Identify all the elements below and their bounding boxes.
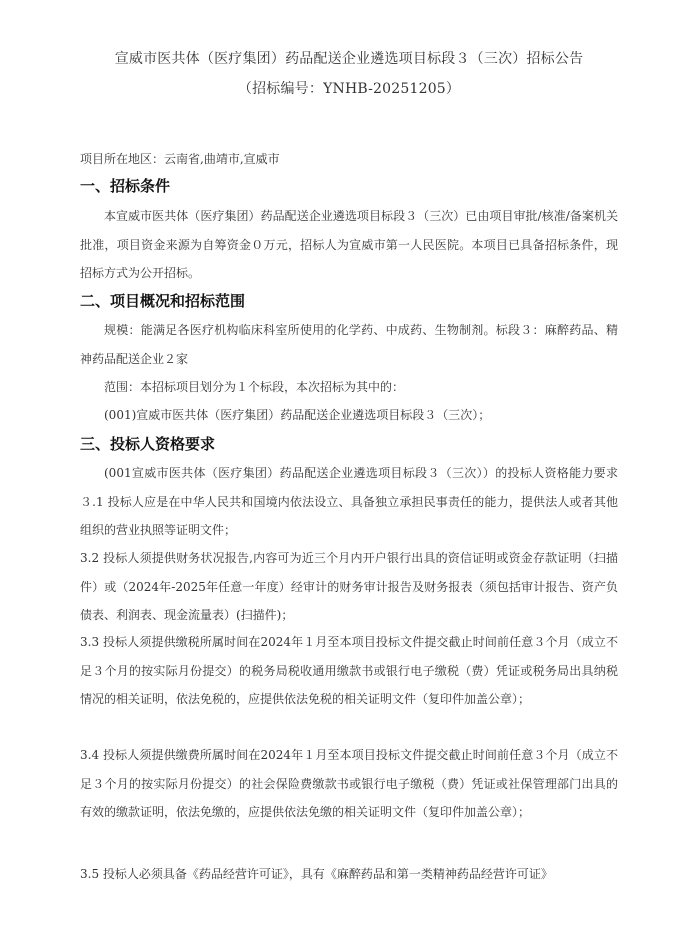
section-heading-2: 二、项目概况和招标范围 bbox=[80, 292, 246, 310]
qualification-3-5-paragraph: 3.5 投标人必须具备《药品经营许可证》，具有《麻醉药品和第一类精神药品经营许可证》 bbox=[80, 867, 553, 881]
qualification-3-4-paragraph: 3.4 投标人须提供缴费所属时间在2024年１月至本项目投标文件提交截止时间前任意３个月（成立不足３个月的按实际月份提交）的社会保险费缴款书或银行电子缴税（费）凭证或社保管理部门出具的有效的缴款证明，依法免缴的，应提供依法免缴的相关证明文件（复印件加盖公章）； bbox=[80, 748, 618, 820]
project-location: 项目所在地区：云南省,曲靖市,宣威市 bbox=[80, 152, 280, 166]
section-2-scale-paragraph: 规模：能满足各医疗机构临床科室所使用的化学药、中成药、生物制剂。标段３：麻醉药品、精神药品配送企业２家 bbox=[80, 323, 618, 366]
section-heading-3: 三、投标人资格要求 bbox=[80, 435, 216, 453]
section-1-paragraph: 本宣威市医共体（医疗集团）药品配送企业遴选项目标段３（三次）已由项目审批/核准/备案机关批准，项目资金来源为自筹资金０万元，招标人为宣威市第一人民医院。本项目已具备招标条件，现招标方式为公开招标。 bbox=[80, 209, 618, 281]
section-heading-1: 一、招标条件 bbox=[80, 177, 171, 195]
qualification-3-1-paragraph: (001宣威市医共体（医疗集团）药品配送企业遴选项目标段３（三次））的投标人资格能力要求３.1 投标人应是在中华人民共和国境内依法设立、具备独立承担民事责任的能力，提供法人或者其他组织的营业执照等证明文件； bbox=[80, 466, 618, 538]
document-title: 宣威市医共体（医疗集团）药品配送企业遴选项目标段３（三次）招标公告 bbox=[114, 51, 584, 67]
tender-number: （招标编号：YNHB-20251205） bbox=[237, 81, 461, 97]
qualification-3-3-paragraph: 3.3 投标人须提供缴税所属时间在2024年１月至本项目投标文件提交截止时间前任意３个月（成立不足３个月的按实际月份提交）的税务局税收通用缴款书或银行电子缴税（费）凭证或税务局出具纳税情况的相关证明，依法免税的，应提供依法免税的相关证明文件（复印件加盖公章）； bbox=[80, 635, 618, 707]
section-2-lot-paragraph: (001)宣威市医共体（医疗集团）药品配送企业遴选项目标段３（三次）； bbox=[104, 408, 491, 422]
section-2-scope-paragraph: 范围：本招标项目划分为１个标段，本次招标为其中的： bbox=[104, 380, 405, 394]
qualification-3-2-paragraph: 3.2 投标人须提供财务状况报告,内容可为近三个月内开户银行出具的资信证明或资金存款证明（扫描件）或（2024年-2025年任意一年度）经审计的财务审计报告及财务报表（须包括审计报告、资产负债表、利润表、现金流量表）(扫描件)； bbox=[80, 551, 618, 623]
